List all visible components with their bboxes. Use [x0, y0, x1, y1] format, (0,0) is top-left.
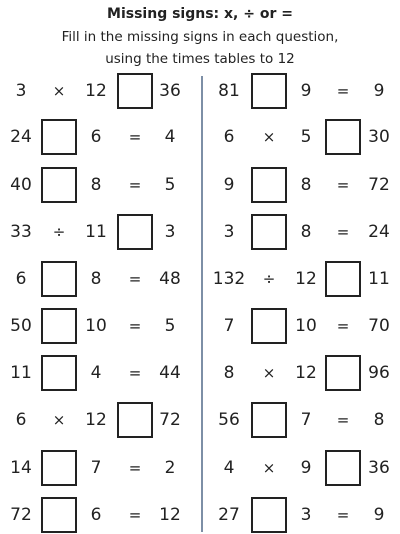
second-number: 11 — [85, 222, 107, 242]
question-row — [0, 167, 400, 203]
missing-sign-box[interactable] — [251, 402, 287, 438]
second-number: 8 — [300, 175, 312, 195]
first-sign: × — [262, 128, 276, 146]
first-number: 27 — [218, 505, 240, 525]
missing-sign-box[interactable] — [325, 119, 361, 155]
second-sign: = — [336, 317, 350, 335]
second-number: 8 — [90, 269, 102, 289]
second-sign: = — [128, 176, 142, 194]
result-number: 72 — [368, 175, 390, 195]
second-number: 8 — [300, 222, 312, 242]
result-number: 5 — [164, 175, 176, 195]
second-number: 12 — [295, 269, 317, 289]
question-row — [0, 308, 400, 344]
question-row — [0, 497, 400, 533]
missing-sign-box[interactable] — [251, 214, 287, 250]
second-number: 10 — [295, 316, 317, 336]
result-number: 3 — [164, 222, 176, 242]
first-number: 6 — [15, 269, 27, 289]
first-number: 11 — [10, 363, 32, 383]
result-number: 24 — [368, 222, 390, 242]
first-sign: × — [262, 459, 276, 477]
second-number: 10 — [85, 316, 107, 336]
missing-sign-box[interactable] — [251, 73, 287, 109]
first-number: 3 — [15, 81, 27, 101]
instruction-line-2: using the times tables to 12 — [105, 51, 295, 67]
question-row — [0, 261, 400, 297]
first-sign: × — [262, 364, 276, 382]
second-number: 7 — [300, 410, 312, 430]
first-sign: × — [52, 82, 66, 100]
second-number: 7 — [90, 458, 102, 478]
first-number: 56 — [218, 410, 240, 430]
result-number: 12 — [159, 505, 181, 525]
result-number: 96 — [368, 363, 390, 383]
first-number: 40 — [10, 175, 32, 195]
missing-sign-box[interactable] — [251, 308, 287, 344]
first-number: 14 — [10, 458, 32, 478]
second-number: 5 — [300, 127, 312, 147]
result-number: 9 — [373, 505, 385, 525]
first-number: 72 — [10, 505, 32, 525]
result-number: 5 — [164, 316, 176, 336]
second-number: 6 — [90, 127, 102, 147]
first-number: 50 — [10, 316, 32, 336]
first-number: 81 — [218, 81, 240, 101]
result-number: 2 — [164, 458, 176, 478]
first-number: 9 — [223, 175, 235, 195]
first-sign: ÷ — [52, 223, 66, 241]
second-number: 6 — [90, 505, 102, 525]
result-number: 70 — [368, 316, 390, 336]
missing-sign-box[interactable] — [251, 167, 287, 203]
first-number: 33 — [10, 222, 32, 242]
second-sign: = — [336, 82, 350, 100]
instruction-line-1: Fill in the missing signs in each question, — [61, 29, 339, 45]
second-number: 12 — [295, 363, 317, 383]
first-sign: × — [52, 411, 66, 429]
first-number: 7 — [223, 316, 235, 336]
result-number: 11 — [368, 269, 390, 289]
second-sign: = — [128, 270, 142, 288]
result-number: 8 — [373, 410, 385, 430]
missing-sign-box[interactable] — [325, 355, 361, 391]
second-number: 9 — [300, 81, 312, 101]
first-number: 8 — [223, 363, 235, 383]
second-number: 4 — [90, 363, 102, 383]
second-sign: = — [128, 317, 142, 335]
question-row — [0, 214, 400, 250]
missing-sign-box[interactable] — [325, 261, 361, 297]
second-number: 12 — [85, 410, 107, 430]
result-number: 36 — [368, 458, 390, 478]
question-row — [0, 73, 400, 109]
second-sign: = — [128, 128, 142, 146]
second-number: 12 — [85, 81, 107, 101]
result-number: 4 — [164, 127, 176, 147]
second-sign: = — [336, 506, 350, 524]
worksheet-title: Missing signs: x, ÷ or = — [107, 6, 293, 22]
question-row — [0, 450, 400, 486]
missing-sign-box[interactable] — [251, 497, 287, 533]
first-sign: ÷ — [262, 270, 276, 288]
question-row — [0, 402, 400, 438]
result-number: 72 — [159, 410, 181, 430]
first-number: 6 — [15, 410, 27, 430]
first-number: 6 — [223, 127, 235, 147]
missing-sign-box[interactable] — [325, 450, 361, 486]
result-number: 44 — [159, 363, 181, 383]
first-number: 132 — [212, 269, 246, 289]
second-sign: = — [128, 459, 142, 477]
second-sign: = — [128, 506, 142, 524]
second-number: 3 — [300, 505, 312, 525]
first-number: 24 — [10, 127, 32, 147]
first-number: 4 — [223, 458, 235, 478]
question-row — [0, 355, 400, 391]
second-sign: = — [128, 364, 142, 382]
question-row — [0, 119, 400, 155]
second-sign: = — [336, 223, 350, 241]
second-number: 9 — [300, 458, 312, 478]
result-number: 36 — [159, 81, 181, 101]
result-number: 9 — [373, 81, 385, 101]
second-sign: = — [336, 176, 350, 194]
result-number: 48 — [159, 269, 181, 289]
first-number: 3 — [223, 222, 235, 242]
second-number: 8 — [90, 175, 102, 195]
result-number: 30 — [368, 127, 390, 147]
second-sign: = — [336, 411, 350, 429]
